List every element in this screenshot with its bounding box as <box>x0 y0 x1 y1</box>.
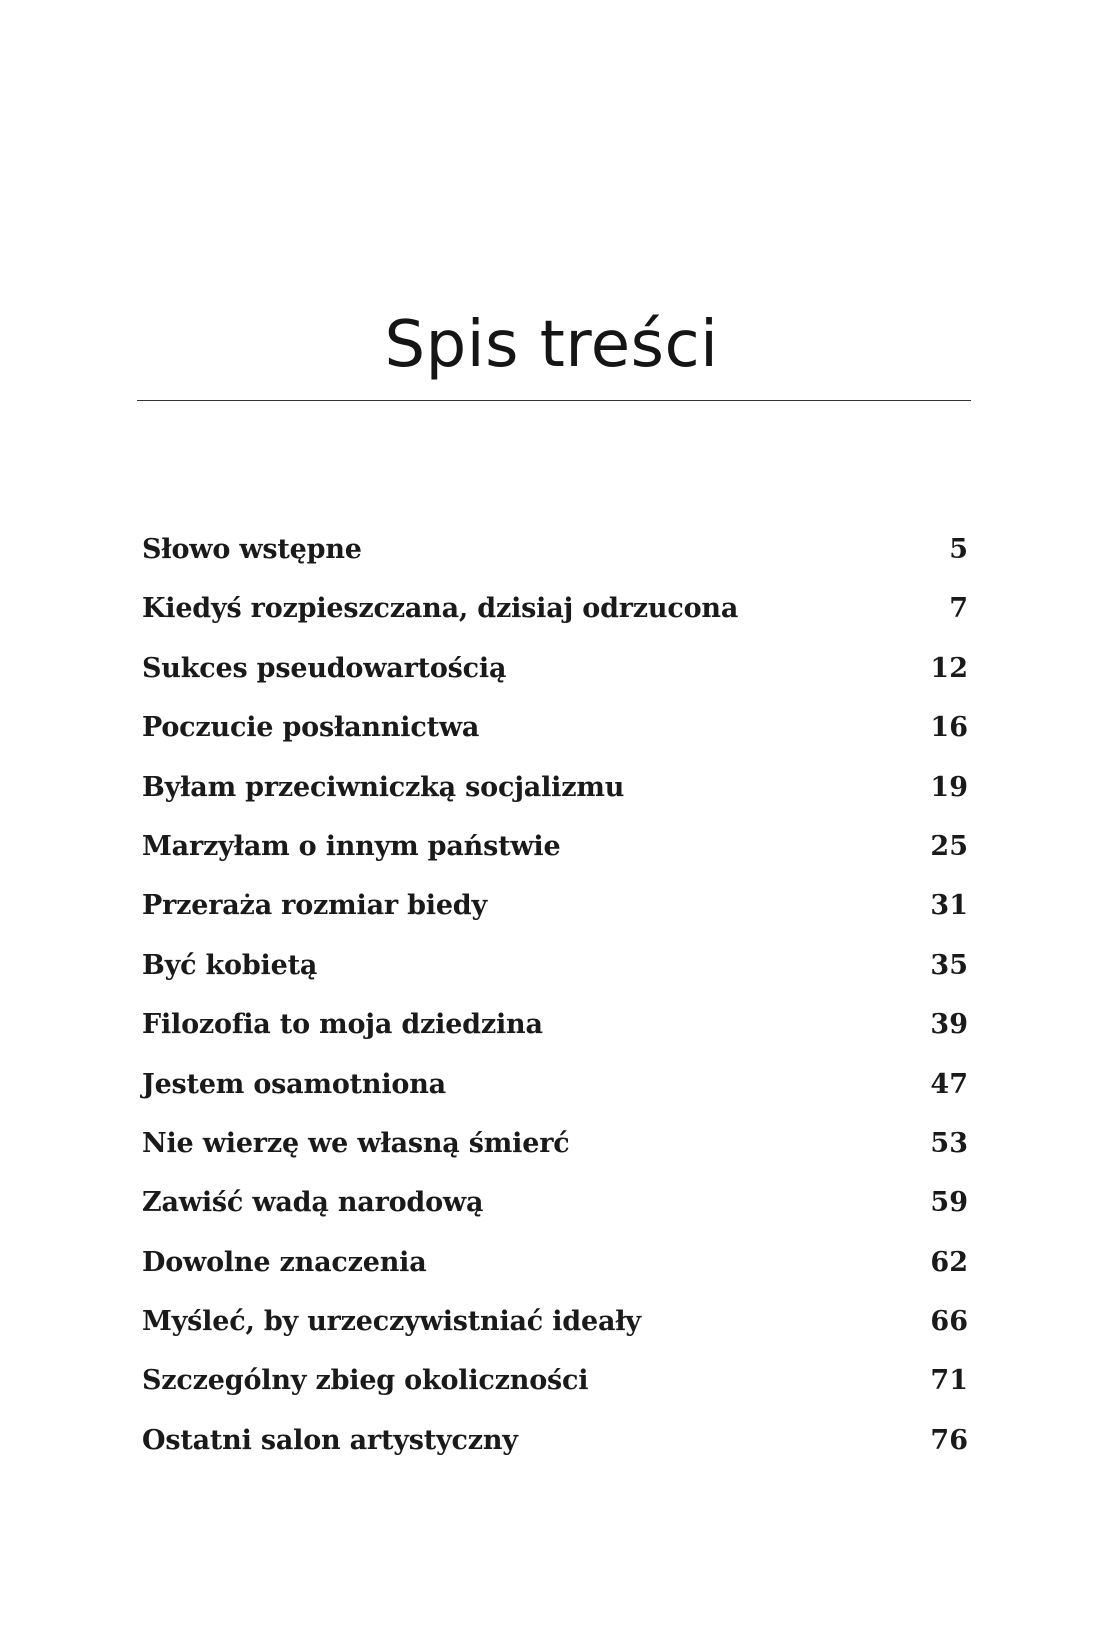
toc-entry-title: Filozofia to moja dziedzina <box>142 1009 543 1041</box>
toc-entry[interactable] <box>142 1173 968 1232</box>
toc-entry-title: Przeraża rozmiar biedy <box>142 890 487 922</box>
title-divider <box>137 400 971 401</box>
toc-entry-title: Myśleć, by urzeczywistniać ideały <box>142 1306 641 1338</box>
toc-entry[interactable] <box>142 1114 968 1173</box>
toc-entry-page: 47 <box>930 1068 968 1100</box>
table-of-contents <box>142 520 968 1470</box>
toc-entry-title: Sukces pseudowartością <box>142 652 507 684</box>
toc-entry-page: 66 <box>930 1306 968 1338</box>
toc-entry-page: 31 <box>930 890 968 922</box>
toc-entry-page: 16 <box>930 712 968 744</box>
toc-entry-page: 5 <box>949 534 968 565</box>
page-title: Spis treści <box>384 308 719 382</box>
toc-entry-title: Ostatni salon artystyczny <box>142 1424 518 1456</box>
toc-entry[interactable] <box>142 1292 968 1351</box>
toc-entry-page: 7 <box>949 593 968 625</box>
toc-entry-title: Dowolne znaczenia <box>142 1246 427 1278</box>
toc-entry[interactable] <box>142 520 968 579</box>
toc-entry-page: 59 <box>930 1187 968 1219</box>
toc-entry-title: Szczególny zbieg okoliczności <box>142 1365 589 1397</box>
toc-entry[interactable] <box>142 639 968 698</box>
toc-entry-title: Słowo wstępne <box>142 534 362 565</box>
toc-entry-page: 62 <box>930 1246 968 1278</box>
toc-entry-page: 25 <box>930 830 968 862</box>
toc-entry[interactable] <box>142 1411 968 1470</box>
toc-entry[interactable] <box>142 876 968 935</box>
toc-entry-title: Kiedyś rozpieszczana, dzisiaj odrzucona <box>142 593 739 625</box>
toc-entry[interactable] <box>142 936 968 995</box>
toc-entry-title: Jestem osamotniona <box>142 1068 446 1100</box>
toc-entry[interactable] <box>142 758 968 817</box>
toc-entry-title: Byłam przeciwniczką socjalizmu <box>142 771 625 803</box>
toc-entry-title: Marzyłam o innym państwie <box>142 830 561 862</box>
toc-entry-page: 53 <box>930 1127 968 1159</box>
toc-entry-page: 19 <box>930 771 968 803</box>
toc-entry-page: 35 <box>930 949 968 981</box>
toc-entry-title: Nie wierzę we własną śmierć <box>142 1127 570 1159</box>
toc-entry[interactable] <box>142 817 968 876</box>
toc-entry[interactable] <box>142 1351 968 1410</box>
toc-entry[interactable] <box>142 1233 968 1292</box>
toc-entry-page: 39 <box>930 1009 968 1041</box>
toc-entry-page: 12 <box>930 652 968 684</box>
toc-entry-title: Zawiść wadą narodową <box>142 1187 484 1219</box>
toc-entry-title: Poczucie posłannictwa <box>142 712 480 744</box>
toc-entry[interactable] <box>142 698 968 757</box>
toc-entry[interactable] <box>142 1055 968 1114</box>
toc-entry-page: 71 <box>930 1365 968 1397</box>
toc-entry[interactable] <box>142 579 968 638</box>
toc-entry-page: 76 <box>930 1424 968 1456</box>
toc-entry[interactable] <box>142 995 968 1054</box>
toc-entry-title: Być kobietą <box>142 949 318 981</box>
